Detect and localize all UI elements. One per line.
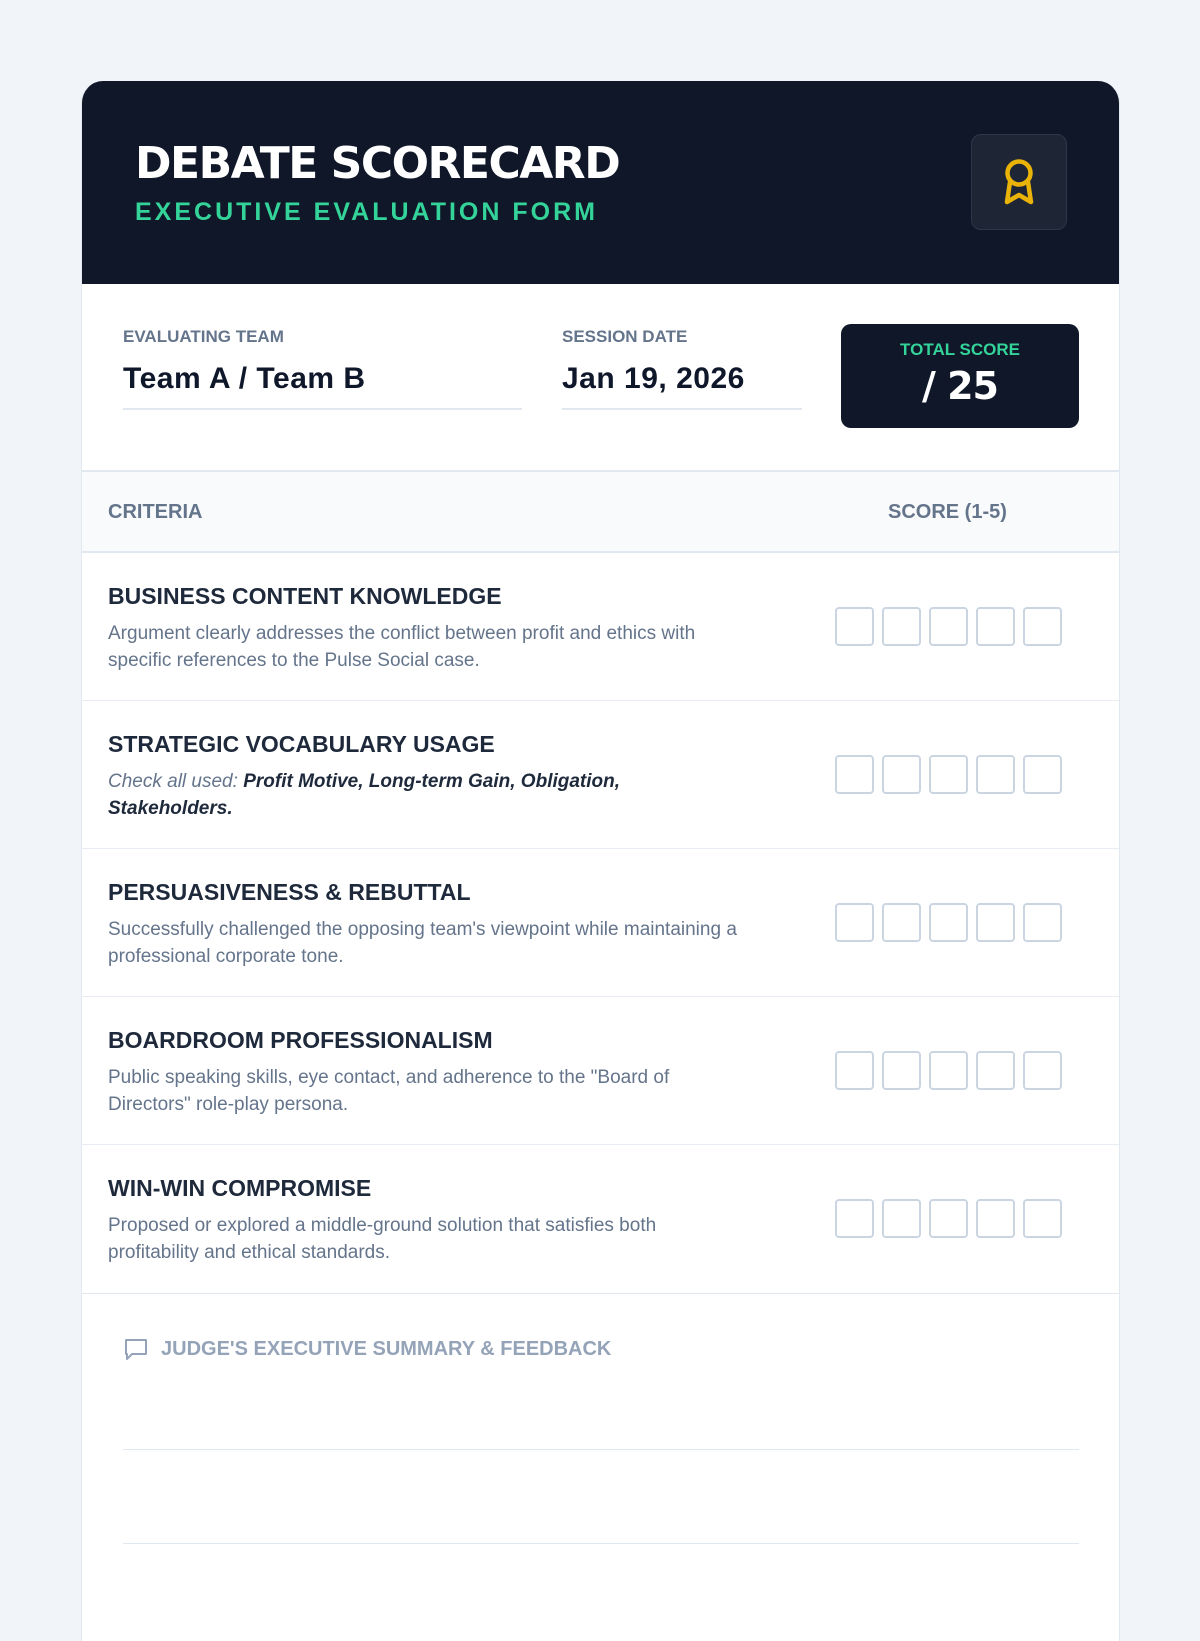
feedback-label: JUDGE'S EXECUTIVE SUMMARY & FEEDBACK xyxy=(161,1337,612,1360)
score-checkbox-1[interactable] xyxy=(835,903,874,942)
score-checkbox-5[interactable] xyxy=(1023,903,1062,942)
award-ribbon-icon xyxy=(999,156,1039,208)
score-checkbox-3[interactable] xyxy=(929,607,968,646)
team-field[interactable]: Team A / Team B xyxy=(123,362,366,395)
total-score-value: / 25 xyxy=(922,364,998,408)
score-checkbox-4[interactable] xyxy=(976,755,1015,794)
score-checkbox-1[interactable] xyxy=(835,607,874,646)
criteria-title: STRATEGIC VOCABULARY USAGE xyxy=(108,731,495,757)
criteria-description: Public speaking skills, eye contact, and adherence to the "Board of Directors" role-play persona. xyxy=(108,1067,670,1115)
criteria-row xyxy=(82,997,1119,1145)
score-checkbox-3[interactable] xyxy=(929,1051,968,1090)
date-label: SESSION DATE xyxy=(562,327,688,346)
score-checkbox-2[interactable] xyxy=(882,1051,921,1090)
message-square-icon xyxy=(123,1336,149,1362)
score-checkbox-3[interactable] xyxy=(929,1199,968,1238)
score-boxes xyxy=(835,1051,1062,1090)
score-checkbox-5[interactable] xyxy=(1023,755,1062,794)
team-underline xyxy=(123,408,522,410)
score-checkbox-4[interactable] xyxy=(976,1199,1015,1238)
criteria-title: BOARDROOM PROFESSIONALISM xyxy=(108,1027,493,1053)
score-boxes xyxy=(835,903,1062,942)
score-checkbox-3[interactable] xyxy=(929,755,968,794)
score-checkbox-4[interactable] xyxy=(976,607,1015,646)
score-checkbox-1[interactable] xyxy=(835,755,874,794)
criteria-row xyxy=(82,1145,1119,1293)
scorecard-card xyxy=(81,81,1120,1641)
score-checkbox-2[interactable] xyxy=(882,755,921,794)
score-checkbox-4[interactable] xyxy=(976,903,1015,942)
date-underline xyxy=(562,408,802,410)
score-boxes xyxy=(835,755,1062,794)
feedback-writing-line[interactable] xyxy=(123,1449,1079,1450)
vocabulary-terms: Profit Motive, Long-term Gain, Obligation, Stakeholders. xyxy=(108,771,621,819)
session-info xyxy=(82,284,1119,472)
criteria-description xyxy=(108,768,748,822)
score-checkbox-1[interactable] xyxy=(835,1199,874,1238)
scorecard-header xyxy=(82,81,1119,284)
criteria-table-header xyxy=(82,472,1119,553)
score-boxes xyxy=(835,1199,1062,1238)
score-checkbox-1[interactable] xyxy=(835,1051,874,1090)
criteria-title: BUSINESS CONTENT KNOWLEDGE xyxy=(108,583,502,609)
page-subtitle: EXECUTIVE EVALUATION FORM xyxy=(135,198,598,226)
vocabulary-prompt: Check all used: xyxy=(108,771,244,792)
criteria-row xyxy=(82,553,1119,701)
criteria-description: Proposed or explored a middle-ground solution that satisfies both profitability and ethical standards. xyxy=(108,1215,657,1263)
date-field[interactable]: Jan 19, 2026 xyxy=(562,362,745,395)
score-checkbox-3[interactable] xyxy=(929,903,968,942)
score-checkbox-5[interactable] xyxy=(1023,1199,1062,1238)
feedback-heading xyxy=(123,1336,611,1362)
score-checkbox-5[interactable] xyxy=(1023,607,1062,646)
score-checkbox-2[interactable] xyxy=(882,607,921,646)
score-checkbox-2[interactable] xyxy=(882,1199,921,1238)
award-badge xyxy=(971,134,1067,230)
score-checkbox-4[interactable] xyxy=(976,1051,1015,1090)
criteria-column-header: CRITERIA xyxy=(108,501,203,523)
criteria-title: WIN-WIN COMPROMISE xyxy=(108,1175,372,1201)
criteria-table xyxy=(82,553,1119,1293)
criteria-row xyxy=(82,701,1119,849)
score-checkbox-2[interactable] xyxy=(882,903,921,942)
score-boxes xyxy=(835,607,1062,646)
page-title: DEBATE SCORECARD xyxy=(135,138,620,189)
criteria-description: Successfully challenged the opposing team's viewpoint while maintaining a professional corporate tone. xyxy=(108,919,737,967)
criteria-title: PERSUASIVENESS & REBUTTAL xyxy=(108,879,471,905)
score-checkbox-5[interactable] xyxy=(1023,1051,1062,1090)
criteria-description: Argument clearly addresses the conflict between profit and ethics with specific references to the Pulse Social case. xyxy=(108,623,696,671)
feedback-writing-line[interactable] xyxy=(123,1543,1079,1544)
total-score-box xyxy=(841,324,1079,428)
score-column-header: SCORE (1-5) xyxy=(888,501,1007,523)
criteria-row xyxy=(82,849,1119,997)
total-score-label: TOTAL SCORE xyxy=(900,340,1020,359)
judge-feedback-section xyxy=(82,1293,1119,1613)
team-label: EVALUATING TEAM xyxy=(123,327,284,346)
